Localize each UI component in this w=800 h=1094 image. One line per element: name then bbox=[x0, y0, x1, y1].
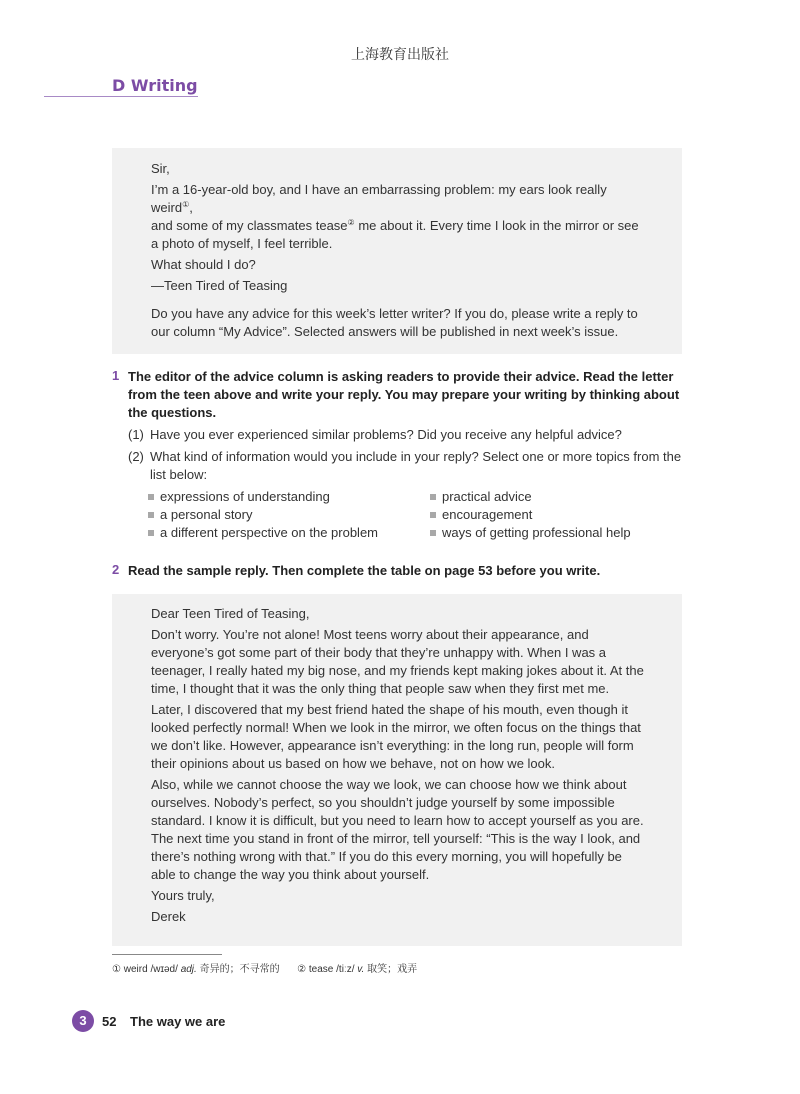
footnote-1-ipa: /wɪəd/ bbox=[150, 964, 178, 975]
question-2-number: (2) bbox=[128, 449, 144, 464]
square-bullet-icon bbox=[430, 512, 436, 518]
footnote-2-ipa: /tiːz/ bbox=[336, 964, 355, 975]
letter-box bbox=[112, 148, 682, 354]
footnote-ref-2: ② bbox=[347, 218, 355, 227]
footnote-divider bbox=[112, 954, 222, 955]
question-1-text: Have you ever experienced similar problems? Did you receive any helpful advice? bbox=[150, 427, 622, 442]
footnote-1-word: weird bbox=[123, 964, 148, 975]
sample-reply-box bbox=[112, 594, 682, 946]
reply-greeting: Dear Teen Tired of Teasing, bbox=[151, 606, 310, 621]
list-item: practical advice bbox=[430, 488, 532, 506]
section-title: D Writing bbox=[112, 76, 198, 95]
square-bullet-icon bbox=[148, 512, 154, 518]
square-bullet-icon bbox=[430, 494, 436, 500]
question-1-number: (1) bbox=[128, 427, 144, 442]
editor-note: Do you have any advice for this week’s letter writer? If you do, please write a reply to our column “My Advice”. Selected answers will be published in next week’s issue. bbox=[151, 306, 638, 339]
footnote-2-word: tease bbox=[308, 964, 334, 975]
reply-paragraph-2: Later, I discovered that my best friend hated the shape of his mouth, even though it looked perfectly normal! When we look in the mirror, we often focus on the things that we don’t like. However, appearance isn’t everything: in the long run, people will form their opinions about us based on how we behave, not on how we look. bbox=[151, 702, 641, 771]
task-2 bbox=[112, 562, 684, 580]
square-bullet-icon bbox=[148, 530, 154, 536]
list-item: expressions of understanding bbox=[148, 488, 330, 506]
footnote-2-gloss: 取笑；戏弄 bbox=[367, 964, 418, 975]
letter-salutation: Sir, bbox=[151, 161, 170, 176]
reply-paragraph-1: Don’t worry. You’re not alone! Most teens worry about their appearance, and everyone’s got some part of their body that they’re unhappy with. When I was a teenager, I really hated my big nose, and my friends kept making jokes about it. At the time, I thought that it was the only thing that people saw when they first met me. bbox=[151, 627, 644, 696]
task-1-number: 1 bbox=[112, 368, 120, 383]
list-item: encouragement bbox=[430, 506, 532, 524]
question-2 bbox=[128, 448, 684, 484]
letter-line1-end: , bbox=[189, 200, 193, 215]
letter-signature: —Teen Tired of Teasing bbox=[151, 278, 288, 293]
page-number: 52 bbox=[102, 1014, 117, 1029]
question-2-text: What kind of information would you include in your reply? Select one or more topics from the list below: bbox=[150, 449, 682, 482]
list-item: a different perspective on the problem bbox=[148, 524, 378, 542]
footnote-2-pos: v. bbox=[357, 964, 365, 975]
square-bullet-icon bbox=[148, 494, 154, 500]
letter-line2: and some of my classmates tease bbox=[151, 218, 348, 233]
question-1 bbox=[128, 426, 684, 444]
letter-question: What should I do? bbox=[151, 257, 256, 272]
footnote-2-mark: ② bbox=[297, 964, 307, 975]
task-2-number: 2 bbox=[112, 562, 120, 577]
unit-title: The way we are bbox=[130, 1014, 226, 1029]
section-divider bbox=[44, 96, 198, 97]
footnote-ref-1: ① bbox=[182, 200, 190, 209]
reply-closing: Yours truly, bbox=[151, 888, 215, 903]
reply-name: Derek bbox=[151, 909, 186, 924]
task-1 bbox=[112, 368, 684, 484]
letter-line2-end: me about it. Every time I look in the mirror or see a photo of myself, I feel terrible. bbox=[151, 218, 639, 251]
footnote-1-pos: adj. bbox=[180, 964, 197, 975]
square-bullet-icon bbox=[430, 530, 436, 536]
footnote-1-gloss: 奇异的；不寻常的 bbox=[199, 964, 280, 975]
list-item: ways of getting professional help bbox=[430, 524, 631, 542]
publisher-name: 上海教育出版社 bbox=[351, 47, 449, 63]
letter-line1: I’m a 16-year-old boy, and I have an embarrassing problem: my ears look really weird bbox=[151, 182, 607, 215]
unit-number-badge: 3 bbox=[72, 1010, 94, 1032]
task-1-instruction: The editor of the advice column is asking readers to provide their advice. Read the letter from the teen above and write your reply. You may prepare your writing by thinking about the questions. bbox=[128, 369, 680, 420]
footnotes bbox=[112, 960, 417, 975]
reply-paragraph-3: Also, while we cannot choose the way we look, we can choose how we think about ourselves. Nobody’s perfect, so you shouldn’t judge yourself by some impossible standard. I know it is difficult, but you need to learn how to accept yourself as you are. The next time you stand in front of the mirror, tell yourself: “This is the way I look, and there’s nothing wrong with that.” If you do this every morning, you will hopefully be able to change the way you think about yourself. bbox=[151, 777, 644, 882]
letter-body bbox=[151, 181, 646, 253]
list-item: a personal story bbox=[148, 506, 253, 524]
task-2-instruction: Read the sample reply. Then complete the table on page 53 before you write. bbox=[128, 563, 601, 578]
footnote-1-mark: ① bbox=[112, 964, 121, 975]
